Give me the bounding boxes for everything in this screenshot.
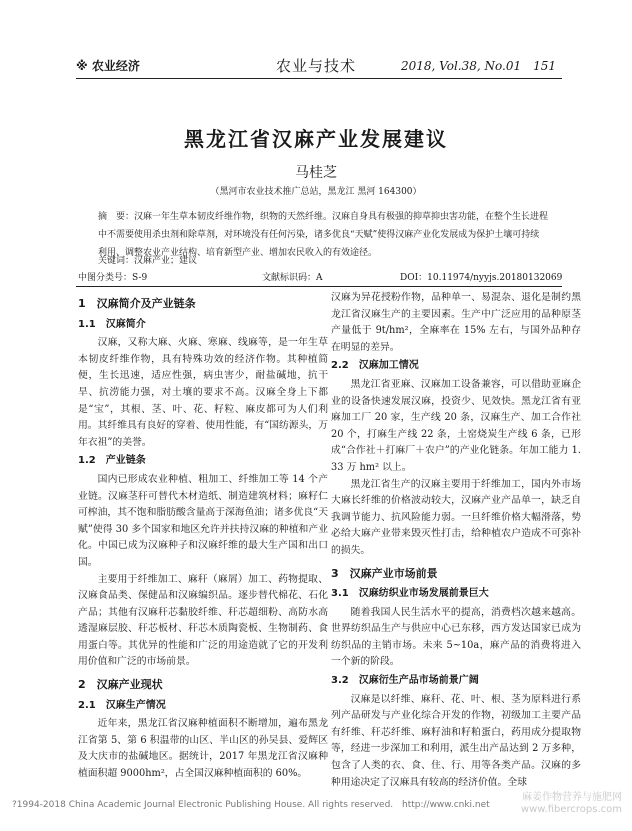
paragraph: 汉麻为异花授粉作物，品种单一、易混杂、退化是制约黑龙江省汉麻生产的主要因素。生产中广泛应用的品种原茎产量低于 9t/hm²，全麻率在 15% 左右，与国外品种存在明显的差异。 bbox=[331, 292, 581, 353]
section-heading: 1 汉麻简介及产业链条 bbox=[78, 297, 196, 310]
document-code: 文献标识码：A bbox=[262, 273, 323, 283]
article-title: 黑龙江省汉麻产业发展建议 bbox=[184, 127, 448, 151]
paragraph: 黑龙江省亚麻、汉麻加工设备兼容，可以借助亚麻企业的设备快速发展汉麻，投资少、见效快。黑龙江省有亚麻加工厂 20 家，生产线 20 条，汉麻生产、加工合作社 20 个，打麻生产线 22 条，土窑烧炭生产线 6 条，已形成“合作社＋打麻厂＋农户”的产业化链条。年加工能力 1.33 万 hm² 以上。 bbox=[331, 378, 581, 473]
subsection-heading: 2.1 汉麻生产情况 bbox=[78, 699, 166, 711]
section-label: ※ 农业经济 bbox=[76, 59, 140, 73]
author: 马桂芝 bbox=[295, 165, 337, 181]
section-heading: 3 汉麻产业市场前景 bbox=[331, 566, 438, 580]
journal-name: 农业与技术 bbox=[275, 57, 356, 75]
paragraph: 汉麻是以纤维、麻秆、花、叶、根、茎为原料进行系列产品研发与产业化综合开发的作物，初级加工主要产品有纤维、秆芯纤维、麻籽油和籽粕蛋白，药用成分提取物等，经进一步深加工和利用，派生出产品达到 2 万多种，包含了人类的衣、食、住、行、用等各类产品。汉麻的多种用途决定了汉麻具有较高的经济价值。全球 bbox=[331, 693, 581, 788]
subsection-heading: 1.1 汉麻简介 bbox=[78, 318, 146, 330]
section-heading: 2 汉麻产业现状 bbox=[78, 678, 163, 692]
paragraph: 近年来，黑龙江省汉麻种植面积不断增加，遍布黑龙江省第 5、第 6 积温带的山区、半山区的孙吴县、爱辉区及大庆市的盐碱地区。据统计，2017 年黑龙江省汉麻种植面积超 9000hm²，占全国汉麻种植面积的 60%。 bbox=[78, 718, 328, 780]
cnki-link[interactable]: http://www.cnki.net bbox=[402, 800, 490, 810]
paragraph: 主要用于纤维加工、麻秆（麻屑）加工、药物提取、汉麻食品类、保健品和汉麻编织品。逐步替代棉花、石化产品；其他有汉麻秆芯黏胶纤维、秆芯超细粉、高防水高透湿麻层胶、秆芯板材、秆芯木质陶瓷板、生物制药、食用蛋白等。其优异的性能和广泛的用途造就了它的开发利用价值和广泛的市场前景。 bbox=[78, 573, 328, 668]
abstract-rule bbox=[76, 286, 562, 287]
clc-number: 中图分类号：S-9 bbox=[78, 273, 148, 283]
left-column bbox=[78, 290, 328, 783]
subsection-heading: 3.2 汉麻衍生产品市场前景广阔 bbox=[331, 675, 479, 687]
watermark bbox=[521, 792, 622, 816]
issue-info: 2018, Vol.38, No.01 151 bbox=[400, 59, 556, 73]
subsection-heading: 3.1 汉麻纺织业市场发展前景巨大 bbox=[331, 588, 489, 600]
paragraph: 国内已形成农业种植、粗加工、纤维加工等 14 个产业链。汉麻茎秆可替代木材造纸、制造建筑材料；麻籽仁可榨油，其不饱和脂肪酸含量高于深海鱼油；诸多优良“天赋”使得 30 多个国家和地区允许并扶持汉麻的种植和产业化。中国已成为汉麻种子和汉麻纤维的最大生产国和出口国。 bbox=[78, 473, 328, 568]
right-column bbox=[331, 290, 581, 791]
header-rule bbox=[76, 78, 562, 79]
subsection-heading: 2.2 汉麻加工情况 bbox=[331, 360, 419, 372]
watermark-title: 麻姜作物营养与施肥网 bbox=[522, 792, 622, 803]
abstract: 摘 要：汉麻一年生草本韧皮纤维作物，织物的天然纤维。汉麻自身具有极强的抑草抑虫害功能，在整个生长进程中不需要使用杀虫剂和除草剂，对环境没有任何污染，诸多优良“天赋”使得汉麻产业化发展成为保护土壤可持续利用、调整农业产业结构、培育新型产业、增加农民收入的有效途径。 bbox=[98, 212, 549, 258]
paragraph: 黑龙江省生产的汉麻主要用于纤维加工，国内外市场大麻长纤维的价格波动较大，汉麻产业产品单一，缺乏自我调节能力、抗风险能力弱。一旦纤维价格大幅滑落，势必给大麻产业带来毁灭性打击，给种植农户造成不可弥补的损失。 bbox=[331, 478, 581, 556]
keywords: 关键词：汉麻产业；建议 bbox=[98, 256, 198, 266]
subsection-heading: 1.2 产业链条 bbox=[78, 455, 146, 467]
paragraph: 随着我国人民生活水平的提高，消费档次越来越高。世界纺织品生产与供应中心已东移，西方发达国家已成为纺织品的主销市场。未来 5~10a，麻产品的消费将进入一个新的阶段。 bbox=[331, 606, 581, 668]
copyright-notice: ?1994-2018 China Academic Journal Electronic Publishing House. All rights reserved. bbox=[12, 800, 394, 810]
running-header bbox=[0, 0, 632, 75]
doi: DOI：10.11974/nyyjs.20180132069 bbox=[400, 273, 563, 283]
affiliation: （黑河市农业技术推广总站，黑龙江 黑河 164300） bbox=[210, 187, 422, 197]
paragraph: 汉麻，又称大麻、火麻、寒麻、线麻等，是一年生草本韧皮纤维作物，具有特殊功效的经济作物。其种植简便，生长迅速，适应性强，病虫害少，耐盐碱地，抗干旱、抗涝能力强，对土壤的要求不高。汉麻全身上下都是“宝”，其根、茎、叶、花、籽粒、麻皮都可为人们利用。其纤维具有良好的穿着、使用性能，有“国纺源头，万年衣祖”的美誉。 bbox=[78, 337, 328, 448]
watermark-url: www.fibercrops.com bbox=[520, 804, 622, 815]
